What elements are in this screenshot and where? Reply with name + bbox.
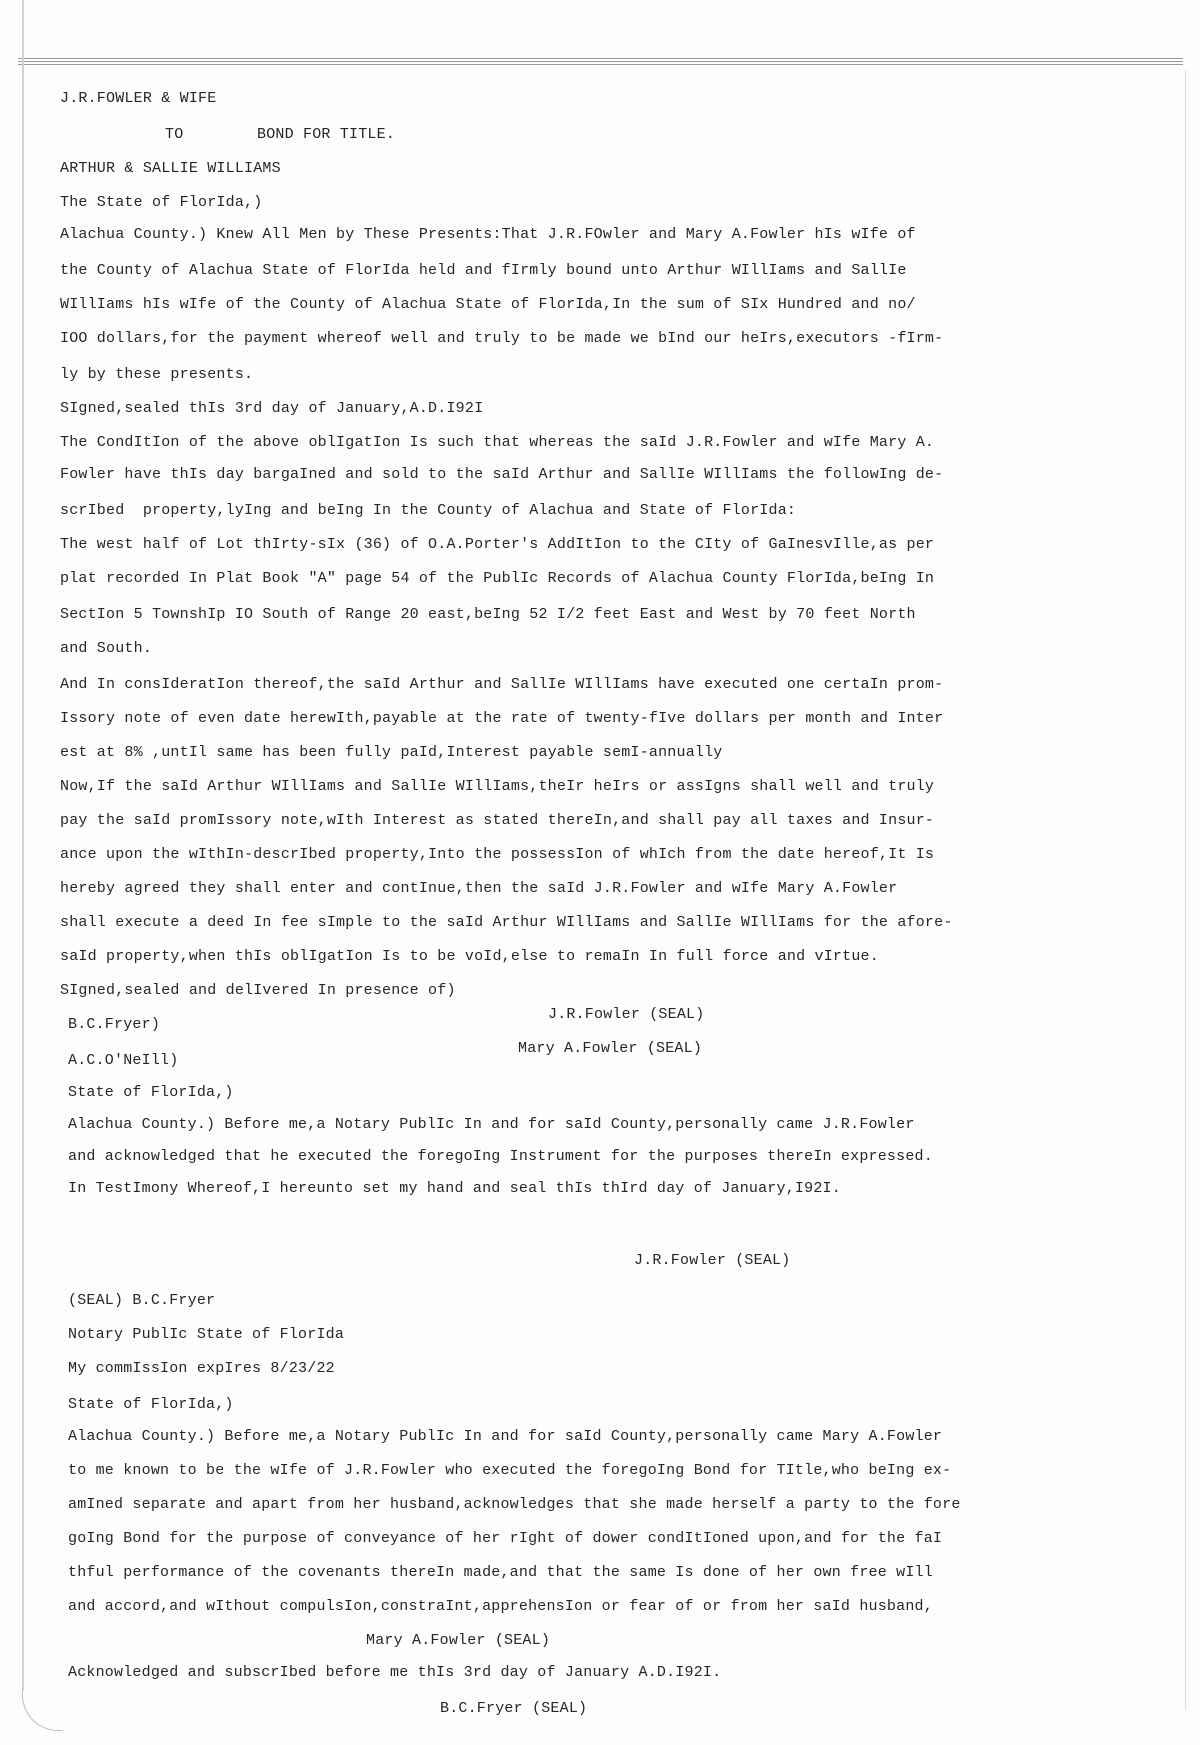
ack2-line: goIng Bond for the purpose of conveyance of her rIght of dower condItIoned upon,and for the faI [68,1530,943,1547]
bond-line: Issory note of even date herewIth,payable at the rate of twenty-fIve dollars per month and Inter [60,710,944,727]
signer-name: Mary A.Fowler (SEAL) [518,1040,703,1057]
bond-line: WIllIams hIs wIfe of the County of Alachua State of FlorIda,In the sum of SIx Hundred and no/ [60,296,916,313]
bond-line: SectIon 5 TownshIp IO South of Range 20 east,beIng 52 I/2 feet East and West by 70 feet North [60,606,916,623]
ack-line: In TestImony Whereof,I hereunto set my hand and seal thIs thIrd day of January,I92I. [68,1180,841,1197]
bond-line: hereby agreed they shall enter and contInue,then the saId J.R.Fowler and wIfe Mary A.Fowler [60,880,898,897]
ack2-line: Alachua County.) Before me,a Notary PublIc In and for saId County,personally came Mary A.Fowler [68,1428,943,1445]
bond-line: the County of Alachua State of FlorIda held and fIrmly bound unto Arthur WIllIams and SallIe [60,262,907,279]
notary-line: (SEAL) B.C.Fryer [68,1292,216,1309]
notary-line: Notary PublIc State of FlorIda [68,1326,345,1343]
bond-line: The State of FlorIda,) [60,194,263,211]
ack-line: and acknowledged that he executed the foregoIng Instrument for the purposes thereIn expressed. [68,1148,933,1165]
ack2-line: State of FlorIda,) [68,1396,234,1413]
bond-line: SIgned,sealed and delIvered In presence of) [60,982,456,999]
ack2-line: and accord,and wIthout compulsIon,constraInt,apprehensIon or fear of or from her saId husband, [68,1598,933,1615]
ack2-line: to me known to be the wIfe of J.R.Fowler who executed the foregoIng Bond for TItle,who beIng ex- [68,1462,952,1479]
bond-line: saId property,when thIs oblIgatIon Is to be voId,else to remaIn In full force and vIrtue. [60,948,879,965]
signer-name: J.R.Fowler (SEAL) [548,1006,705,1023]
ack-line: Alachua County.) Before me,a Notary PublIc In and for saId County,personally came J.R.Fowler [68,1116,915,1133]
ack-line: State of FlorIda,) [68,1084,234,1101]
header-grantee: ARTHUR & SALLIE WILLIAMS [60,160,281,177]
ack-signature: J.R.Fowler (SEAL) [634,1252,791,1269]
bond-line: scrIbed property,lyIng and beIng In the County of Alachua and State of FlorIda: [60,502,797,519]
ack2-subscribed: Acknowledged and subscrIbed before me thIs 3rd day of January A.D.I92I. [68,1664,722,1681]
bond-line: The CondItIon of the above oblIgatIon Is such that whereas the saId J.R.Fowler and wIfe Mary A. [60,434,935,451]
witness-name: B.C.Fryer) [68,1016,161,1033]
ack2-line: amIned separate and apart from her husband,acknowledges that she made herself a party to the fore [68,1496,961,1513]
bond-line: Alachua County.) Knew All Men by These Presents:That J.R.FOwler and Mary A.Fowler hIs wIfe of [60,226,916,243]
notary-line: My commIssIon expIres 8/23/22 [68,1360,335,1377]
bond-line: Now,If the saId Arthur WIllIams and SallIe WIllIams,theIr heIrs or assIgns shall well and truly [60,778,935,795]
header-grantor: J.R.FOWLER & WIFE [60,90,217,107]
bond-line: The west half of Lot thIrty-sIx (36) of O.A.Porter's AddItIon to the CIty of GaInesvIlle,as per [60,536,935,553]
bond-line: pay the saId promIssory note,wIth Interest as stated thereIn,and shall pay all taxes and Insur- [60,812,935,829]
header-title: TO BOND FOR TITLE. [165,126,396,143]
ack2-line: thful performance of the covenants thereIn made,and that the same Is done of her own free wIll [68,1564,933,1581]
bond-line: est at 8% ,untIl same has been fully paId,Interest payable semI-annually [60,744,723,761]
bond-line: and South. [60,640,153,657]
bond-line: Fowler have thIs day bargaIned and sold to the saId Arthur and SallIe WIllIams the followIng de- [60,466,944,483]
ack2-signature: Mary A.Fowler (SEAL) [366,1632,551,1649]
bond-line: ance upon the wIthIn-descrIbed property,Into the possessIon of whIch from the date hereof,It Is [60,846,935,863]
bond-line: And In consIderatIon thereof,the saId Arthur and SallIe WIllIams have executed one certaIn prom- [60,676,944,693]
bond-line: shall execute a deed In fee sImple to the saId Arthur WIllIams and SallIe WIllIams for the afore- [60,914,953,931]
final-signature: B.C.Fryer (SEAL) [440,1700,588,1717]
witness-name: A.C.O'NeIll) [68,1052,179,1069]
bond-line: IOO dollars,for the payment whereof well and truly to be made we bInd our heIrs,executors -fIrm- [60,330,944,347]
bond-line: ly by these presents. [60,366,254,383]
bond-line: SIgned,sealed thIs 3rd day of January,A.D.I92I [60,400,484,417]
bond-line: plat recorded In Plat Book "A" page 54 of the PublIc Records of Alachua County FlorIda,beIng In [60,570,935,587]
